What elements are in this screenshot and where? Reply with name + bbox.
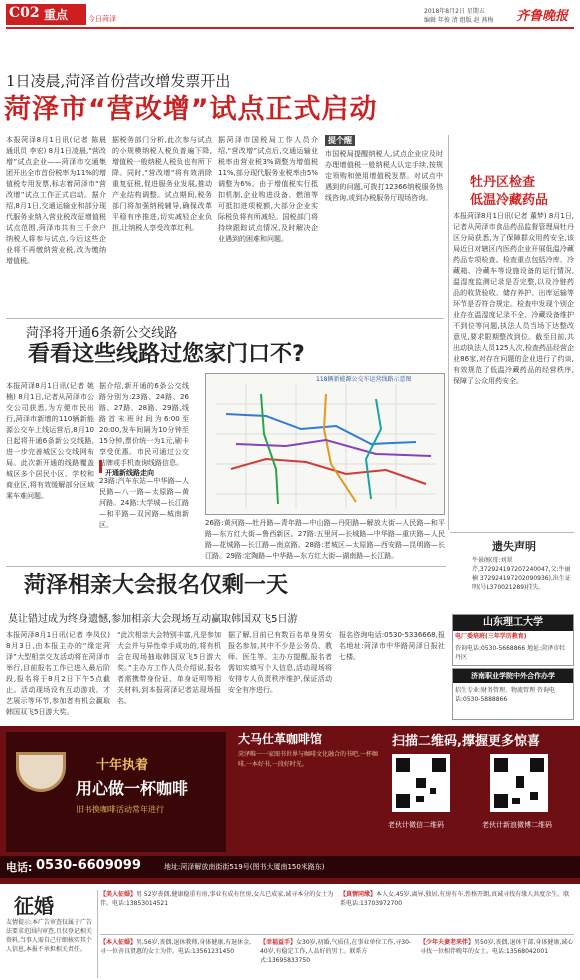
dating-col-1: 本报菏泽8月1日讯(记者 李凤仪) 8月3日,由本报主办的“缘定菏泽”大型相亲交友活动将在菏泽市举行,目前报名工作已进入最后阶段,报名将于8月2日下午5点截止。活动现场设有互动游戏、才艺展示等环节,参加者有机会赢取韩国双飞5日游大奖。 bbox=[6, 631, 110, 716]
bus-kicker: 菏泽将开通6条新公交线路 bbox=[26, 326, 178, 341]
masthead bbox=[0, 0, 580, 28]
polytech-ad bbox=[452, 668, 574, 720]
side-headline-2: 低温冷藏药品 bbox=[470, 193, 549, 208]
coffee-cup-icon bbox=[16, 752, 66, 792]
listing bbox=[100, 890, 336, 932]
listing bbox=[420, 938, 574, 978]
listing-text: 男 52岁丧偶,健康稳重有房,事业有成有住房,女儿已成家,诚寻本分的女士为伴。电话:13853014521 bbox=[100, 891, 334, 907]
lost-notice-title: 遗失声明 bbox=[492, 540, 536, 553]
route-lines bbox=[206, 374, 446, 516]
listing-tag: 【真情同缘】 bbox=[340, 891, 377, 898]
slogan-1: 十年执着 bbox=[96, 758, 149, 773]
side-body: 本报菏泽8月1日讯(记者 董梦) 8月1日,记者从菏泽市食品药品监督管理局牡丹区分局获悉,为了保障群众用药安全,该局近日对辖区内医药企业开展低温冷藏药品专项检查。检查重点包括冷库、冷藏箱、冷藏车等设施设备的运行情况,温湿度监测记录是否完整,以及冷链药品的收货验收、储存养护、出库运输等环节是否符合规定。检查中发现个别企业存在温湿度记录不全、冷藏设备维护不到位等问题,执法人员当场下达整改意见,要求限期整改到位。截至目前,共出动执法人员125人次,检查药品经营企业86家,对存在问题的企业进行了约谈,有效规范了低温冷藏药品的经营秩序,保障了公众用药安全。 bbox=[453, 212, 574, 385]
route-list: 26路:黄河路—牡丹路—青年路—中山路—丹阳路—解放大街—人民路—和平路—东方红大街—鲁西新区。27路:五里河—长城路—中华路—重庆路—人民路—花城路—长江路—南京路。28路:老城区—太原路—西安路—昆明路—长江路。29路:定陶路—中华路—东方红大街—湖南路—长江路。 bbox=[205, 519, 445, 560]
univ-ad-body: 咨询电话:0530-5668866 地址:菏泽市牡丹区 bbox=[455, 645, 566, 661]
univ-ad-title: 山东理工大学 bbox=[453, 615, 573, 631]
listing-text: 男,56岁,丧偶,退休教师,身体健康,有退休金,寻一位善良贤惠的女士为伴。电话:13561231450 bbox=[100, 939, 252, 955]
listing bbox=[260, 938, 416, 978]
brand-logo: 齐鲁晚报 bbox=[516, 9, 569, 24]
lead-col-2: 据税务部门分析,此次参与试点的小规模纳税人税负普遍下降,增值税一般纳税人税负也有所下降。同时,“营改增”将有效消除重复征税,促进服务业发展,推动产业结构调整。试点期间,税务部门将加强纳税辅导,确保改革平稳有序推进,切实减轻企业负担,让纳税人享受改革红利。 bbox=[112, 136, 212, 232]
lead-kicker: 1日凌晨,菏泽首份营改增发票开出 bbox=[6, 72, 231, 90]
tip-body: 市国税局提醒纳税人,试点企业应及时办理增值税一般纳税人认定手续,按规定领购和使用增值税发票。对试点中遇到的问题,可拨打12366纳税服务热线咨询,或到办税服务厅现场咨询。 bbox=[325, 150, 443, 202]
dating-col-2: “此次相亲大会特别丰富,凡是参加大会并与异性牵手成功的,将有机会在现场抽取韩国双飞5日游大奖。”主办方工作人员介绍说,报名者需携带身份证、单身证明等相关材料,到本报菏泽记者站现场报名。 bbox=[117, 631, 221, 705]
qr-code-weixin bbox=[392, 754, 450, 812]
dating-subheadline: 莫让错过成为终身遗憾,参加相亲大会现场互动赢取韩国双飞5日游 bbox=[8, 614, 298, 625]
phone-number: 0530-6609099 bbox=[36, 858, 141, 873]
listing-tag: 【本人征婚】 bbox=[100, 939, 137, 946]
section-name: 重点 bbox=[44, 8, 69, 22]
slogan-2: 用心做一杯咖啡 bbox=[76, 779, 189, 798]
lost-notice-body: 牛景阁(母:刘翠芹,372924197207240047,父:牛丽楠 372924197202090936),出生证明(号L370021289)挂失。 bbox=[472, 557, 571, 591]
side-headline-1: 牡丹区检查 bbox=[470, 175, 536, 190]
listing-text: 男50岁,丧偶,退休干部,身体健康,诚心寻找一位相伴晚年的女士。电话:13568042001 bbox=[420, 939, 574, 955]
qr-1-label: 老伙计微信二维码 bbox=[388, 821, 444, 829]
cafe-title: 大马仕革咖啡馆 bbox=[238, 732, 323, 746]
phone-label: 电话: bbox=[6, 861, 33, 874]
cafe-desc: 菏泽唯一一家图书世界与咖啡文化融合的书吧,一杯咖啡,一本好书,一段好时光。 bbox=[238, 751, 378, 768]
listing-text: 女30岁,初婚,气质佳,在事业单位工作,寻30-40岁,有稳定工作,人品好的男士。联系方式:13695833750 bbox=[260, 939, 412, 964]
bus-col-2: 据介绍,新开通的6条公交线路分别为:23路、24路、26路、27路、28路、29路,线路首末班时间为6:00至20:00,发车间隔为10分钟至15分钟,票价统一为1元,刷卡享受优惠。市民可通过公交站牌或手机查询线路信息。 bbox=[99, 382, 189, 467]
listing-tag: 【幸福益手】 bbox=[260, 939, 297, 946]
univ-ad bbox=[452, 614, 574, 666]
section-tab bbox=[6, 4, 86, 25]
listing-tag: 【美人征婚】 bbox=[100, 891, 137, 898]
cafe-photo bbox=[6, 732, 226, 852]
contact-bar bbox=[0, 856, 580, 878]
bus-subhead-text: 开通新线路走向 bbox=[105, 469, 154, 477]
lead-col-1: 本报菏泽8月1日讯(记者 陈晨 通讯员 李宏) 8月1日凌晨,“营改增”试点企业——菏泽市交通集团开出全市首份税率为11%的增值税专用发票,标志着菏泽市“营改增”试点工作正式启动。据介绍,8月1日,交通运输业和部分现代服务业纳入营业税改征增值税试点范围,菏泽市共有三千余户纳税人将参与试点,今后这些企业将不再缴纳营业税,改为缴纳增值税。 bbox=[6, 136, 106, 265]
qr-code-weixin-icon bbox=[396, 758, 446, 808]
address: 地址:菏泽解放南街街519号(图书大厦南150米路东) bbox=[164, 863, 325, 871]
dating-col-4: 报名咨询电话:0530-5336668,报名地址:菏泽市中华路菏泽日报社七楼。 bbox=[339, 631, 445, 661]
bus-col-3: 23路:汽车东站—中华路—人民路—八一路—太原路—黄河路。24路:大学城—长江路—和平路—双河路—城南新区。 bbox=[99, 477, 189, 529]
polytech-ad-body: 招生专业:财务管理、物流管理 咨询电话:0530-5888866 bbox=[455, 687, 555, 703]
tip-box bbox=[325, 135, 443, 313]
univ-ad-sub: 电厂委培班(三年学历教育) bbox=[455, 633, 527, 640]
polytech-ad-title: 济南职业学院中外合作办学 bbox=[453, 669, 573, 683]
dating-col-3: 据了解,目前已有数百名单身男女报名参加,其中不少是公务员、教师、医生等。主办方提醒,报名者需如实填写个人信息,活动现场将安排专人负责秩序维护,保证活动安全有序进行。 bbox=[228, 631, 332, 694]
listing-tag: 【少年夫妻老来伴】 bbox=[420, 939, 475, 946]
sub-section: 今日菏泽 bbox=[88, 15, 116, 23]
tip-title: 提个醒 bbox=[325, 135, 355, 146]
bus-subhead bbox=[99, 460, 189, 477]
map-title: 118辆新能源公交车运营线路示意图 bbox=[316, 376, 412, 383]
slogan-3: 旧书换咖啡活动常年进行 bbox=[76, 805, 164, 814]
listing bbox=[340, 890, 574, 932]
lead-col-3: 据菏泽市国税局工作人员介绍,“营改增”试点后,交通运输业税率由营业税3%调整为增值税11%,部分现代服务业税率由5%调整为6%。由于增值税实行抵扣机制,企业购进设备、燃油等可抵扣进项税额,大部分企业实际税负将有所减轻。国税部门将持续跟踪试点情况,及时解决企业遇到的困难和问题。 bbox=[218, 136, 318, 243]
listing-text: 本人女,45岁,离异,独居,有房有车,性格开朗,真诚寻找有缘人共度余生。联系电话:13703972700 bbox=[340, 891, 570, 907]
issue-date: 2018年8月2日 星期五 bbox=[424, 8, 485, 15]
marriage-section bbox=[0, 888, 580, 980]
marriage-title: 征婚 bbox=[14, 894, 54, 918]
bus-col-1: 本报菏泽8月1日讯(记者 姚楠) 8月1日,记者从菏泽市公交公司获悉,为方便市民出行,菏泽市新增的110辆新能源公交车上线运营后,8月10日起将开通6条新公交线路,进一步完善城区公交线网布局。此次新开通的线路覆盖城区多个居民小区、学校和商业区,将有效缓解部分区域乘车难问题。 bbox=[6, 382, 94, 500]
bus-headline: 看看这些线路过您家门口不? bbox=[28, 342, 305, 367]
bus-route-map bbox=[205, 373, 445, 515]
promo-text: 扫描二维码,撑握更多惊喜 bbox=[392, 734, 540, 749]
editors: 编辑 年俊 清 组版 赵 燕梅 bbox=[424, 17, 494, 24]
lead-headline: 菏泽市“营改增”试点正式启动 bbox=[4, 94, 378, 125]
cafe-banner bbox=[0, 726, 580, 884]
qr-code-weibo-icon bbox=[494, 758, 544, 808]
marriage-intro: 友情提示:本广告审查仅属于广告法要求范围内审查,且仅登记相关资料,当事人需自己仔细核实其个人信息,本报不承担相关责任。 bbox=[6, 919, 93, 953]
qr-code-weibo bbox=[490, 754, 548, 812]
listing bbox=[100, 938, 256, 978]
dating-headline: 菏泽相亲大会报名仅剩一天 bbox=[24, 573, 289, 598]
qr-2-label: 老伙计新浪微博二维码 bbox=[482, 821, 552, 829]
page-code: C02 bbox=[9, 5, 40, 21]
